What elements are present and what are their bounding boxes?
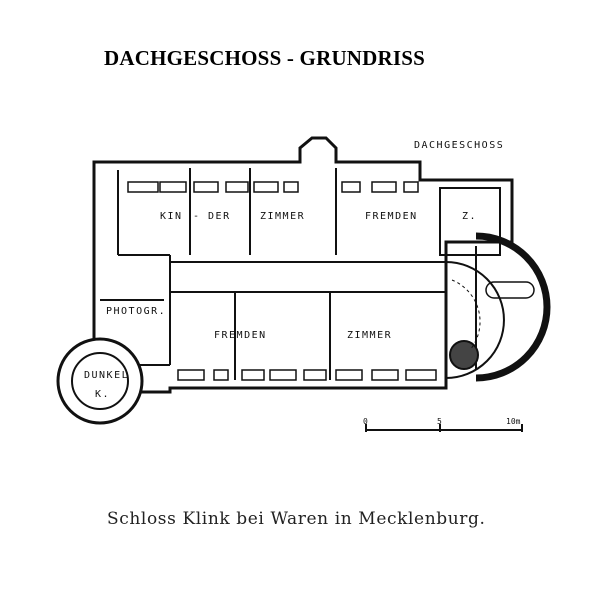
caption: Schloss Klink bei Waren in Mecklenburg. — [107, 509, 486, 529]
scale-label-mid: 5 — [437, 417, 442, 426]
stair-tower — [476, 236, 547, 378]
scale-bar — [366, 424, 522, 432]
room-label-photogr: PHOTOGR. — [106, 306, 167, 317]
scale-label-start: 0 — [363, 417, 368, 426]
room-label-dunkel: DUNKEL — [84, 370, 130, 381]
dunkel-tower — [58, 339, 142, 423]
page-title: DACHGESCHOSS - GRUNDRISS — [104, 46, 426, 70]
scale-label-end: 10m — [506, 417, 521, 426]
inner-walls — [100, 168, 500, 380]
room-label-der: - DER — [193, 211, 231, 222]
level-label: DACHGESCHOSS — [414, 140, 505, 151]
room-label-fremden-top: FREMDEN — [365, 211, 418, 222]
room-label-zimmer-bottom: ZIMMER — [347, 330, 393, 341]
room-label-z: Z. — [462, 211, 478, 222]
room-label-zimmer-top: ZIMMER — [260, 211, 306, 222]
room-label-k: K. — [95, 389, 111, 400]
room-label-fremden-bottom: FREMDEN — [214, 330, 267, 341]
room-label-kin: KIN — [160, 211, 183, 222]
